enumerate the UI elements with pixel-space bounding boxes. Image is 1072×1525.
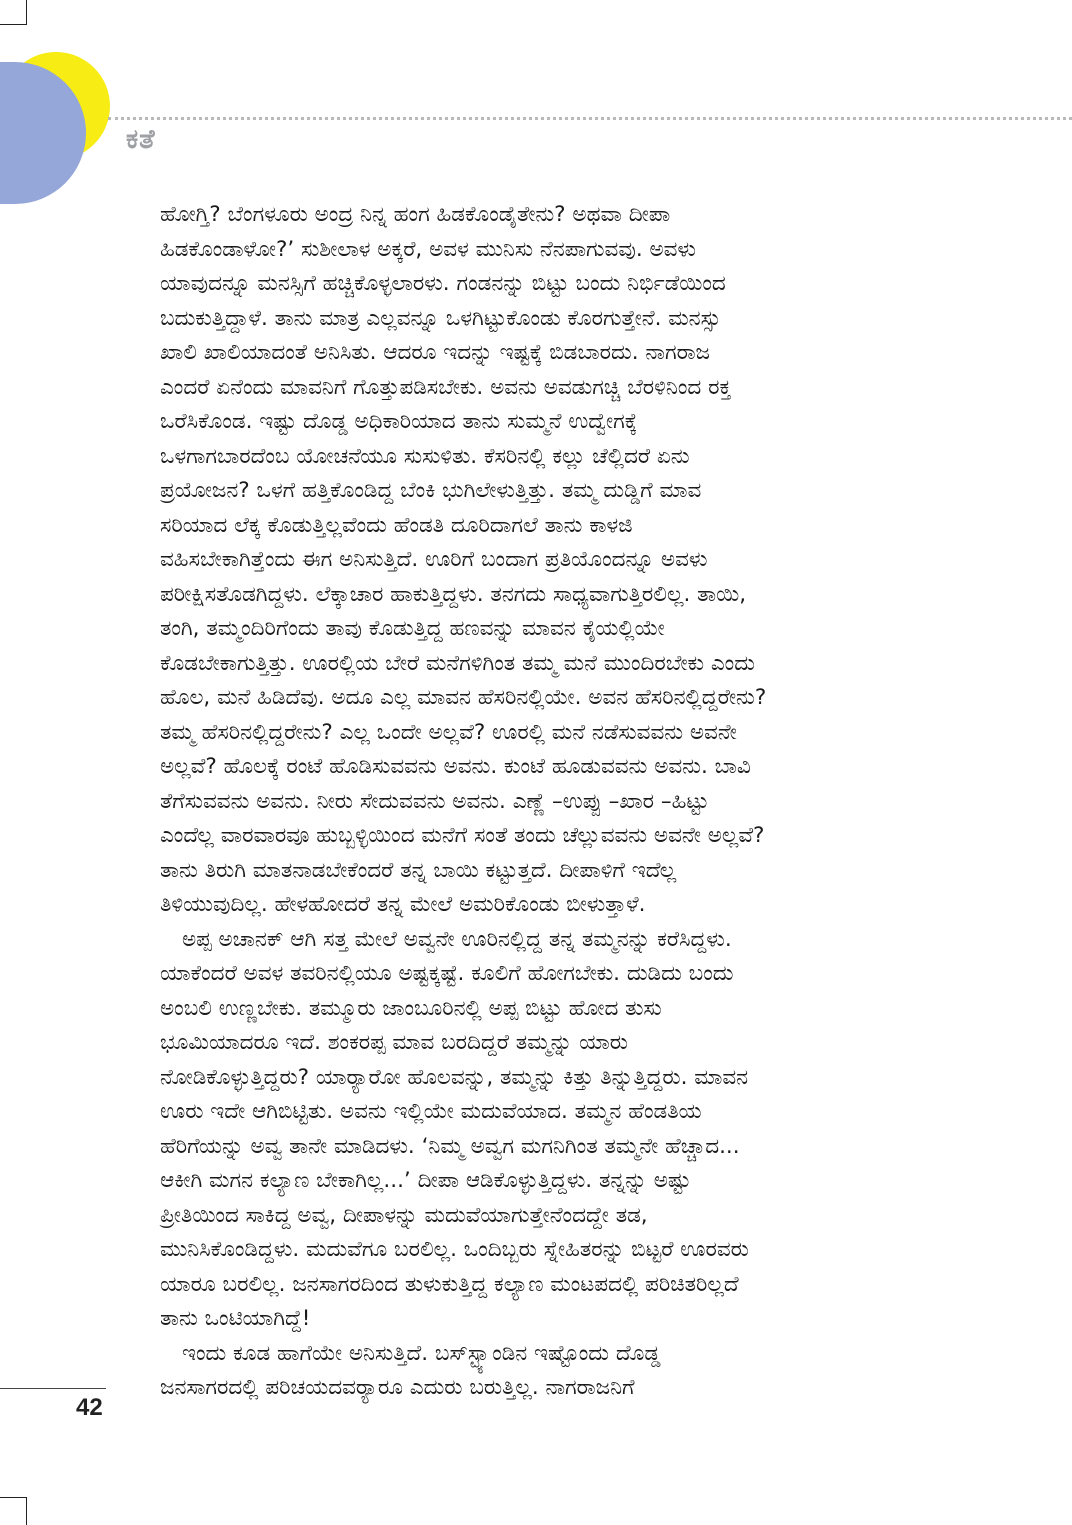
- story-text: [160, 198, 900, 1406]
- story-line: ಅಪ್ಪ ಅಚಾನಕ್ ಆಗಿ ಸತ್ತ ಮೇಲೆ ಅವ್ವನೇ ಊರಿನಲ್ಲಿದ್ದ ತನ್ನ ತಮ್ಮನನ್ನು ಕರೆಸಿದ್ದಳು.: [182, 926, 732, 952]
- story-line: ಯಾಕೆಂದರೆ ಅವಳ ತವರಿನಲ್ಲಿಯೂ ಅಷ್ಟಕ್ಕಷ್ಟೆ. ಕೂಲಿಗೆ ಹೋಗಬೇಕು. ದುಡಿದು ಬಂದು: [160, 961, 734, 986]
- story-line: ಒಳಗಾಗಬಾರದೆಂಬ ಯೋಚನೆಯೂ ಸುಸುಳಿತು. ಕೆಸರಿನಲ್ಲಿ ಕಲ್ಲು ಚೆಲ್ಲಿದರೆ ಏನು: [160, 443, 690, 469]
- story-line: ಮುನಿಸಿಕೊಂಡಿದ್ದಳು. ಮದುವೆಗೂ ಬರಲಿಲ್ಲ. ಒಂದಿಬ್ಬರು ಸ್ನೇಹಿತರನ್ನು ಬಿಟ್ಟರೆ ಊರವರು: [160, 1237, 749, 1262]
- story-line: ಇಂದು ಕೂಡ ಹಾಗೆಯೇ ಅನಿಸುತ್ತಿದೆ. ಬಸ್‌ಸ್ಟ್ಯಾಂಡಿನ ಇಷ್ಟೊಂದು ದೊಡ್ಡ: [182, 1340, 661, 1366]
- story-line: ತಂಗಿ, ತಮ್ಮಂದಿರಿಗೆಂದು ತಾವು ಕೊಡುತ್ತಿದ್ದ ಹಣವನ್ನು ಮಾವನ ಕೈಯಲ್ಲಿಯೇ: [160, 616, 665, 641]
- story-line: ಪರೀಕ್ಷಿಸತೊಡಗಿದ್ದಳು. ಲೆಕ್ಕಾಚಾರ ಹಾಕುತ್ತಿದ್ದಳು. ತನಗದು ಸಾಧ್ಯವಾಗುತ್ತಿರಲಿಲ್ಲ. ತಾಯಿ,: [160, 581, 747, 607]
- story-line: ಕೊಡಬೇಕಾಗುತ್ತಿತ್ತು. ಊರಲ್ಲಿಯ ಬೇರೆ ಮನೆಗಳಿಗಿಂತ ತಮ್ಮ ಮನೆ ಮುಂದಿರಬೇಕು ಎಂದು: [160, 650, 755, 676]
- story-line: ಯಾರೂ ಬರಲಿಲ್ಲ. ಜನಸಾಗರದಿಂದ ತುಳುಕುತ್ತಿದ್ದ ಕಲ್ಯಾಣ ಮಂಟಪದಲ್ಲಿ ಪರಿಚಿತರಿಲ್ಲದೆ: [160, 1271, 739, 1297]
- story-line: ಅಲ್ಲವೆ? ಹೊಲಕ್ಕೆ ರಂಟೆ ಹೊಡಿಸುವವನು ಅವನು. ಕುಂಟೆ ಹೂಡುವವನು ಅವನು. ಬಾವಿ: [160, 754, 751, 779]
- story-line: ಎಂದರೆ ಏನೆಂದು ಮಾವನಿಗೆ ಗೊತ್ತುಪಡಿಸಬೇಕು. ಅವನು ಅವಡುಗಚ್ಚಿ ಬೆರಳಿನಿಂದ ರಕ್ತ: [160, 374, 731, 400]
- story-line: ಹೋಗ್ತಿ? ಬೆಂಗಳೂರು ಅಂದ್ರ ನಿನ್ನ ಹಂಗ ಹಿಡಕೊಂಡೈತೇನು? ಅಥವಾ ದೀಪಾ: [160, 202, 671, 227]
- story-line: ಯಾವುದನ್ನೂ ಮನಸ್ಸಿಗೆ ಹಚ್ಚಿಕೊಳ್ಳಲಾರಳು. ಗಂಡನನ್ನು ಬಿಟ್ಟು ಬಂದು ನಿರ್ಭಿಡೆಯಿಂದ: [160, 271, 726, 296]
- story-line: ವಹಿಸಬೇಕಾಗಿತ್ತೆಂದು ಈಗ ಅನಿಸುತ್ತಿದೆ. ಊರಿಗೆ ಬಂದಾಗ ಪ್ರತಿಯೊಂದನ್ನೂ ಅವಳು: [160, 547, 708, 572]
- story-line: ಎಂದೆಲ್ಲ ವಾರವಾರವೂ ಹುಬ್ಬಳ್ಳಿಯಿಂದ ಮನೆಗೆ ಸಂತೆ ತಂದು ಚೆಲ್ಲುವವನು ಅವನೇ ಅಲ್ಲವೆ?: [160, 823, 765, 848]
- page-number: 42: [76, 1394, 103, 1421]
- header-dotted-rule: [108, 117, 1072, 120]
- story-line: ಹೊಲ, ಮನೆ ಹಿಡಿದೆವು. ಅದೂ ಎಲ್ಲ ಮಾವನ ಹೆಸರಿನಲ್ಲಿಯೇ. ಅವನ ಹೆಸರಿನಲ್ಲಿದ್ದರೇನು?: [160, 685, 767, 710]
- story-line: ಅಂಬಲಿ ಉಣ್ಣಬೇಕು. ತಮ್ಮೂರು ಜಾಂಬೂರಿನಲ್ಲಿ ಅಪ್ಪ ಬಿಟ್ಟು ಹೋದ ತುಸು: [160, 995, 662, 1021]
- story-line: ಹಿಡಕೊಂಡಾಳೋ?’ ಸುಶೀಲಾಳ ಅಕ್ಕರೆ, ಅವಳ ಮುನಿಸು ನೆನಪಾಗುವವು. ಅವಳು: [160, 236, 696, 262]
- story-line: ಪ್ರೀತಿಯಿಂದ ಸಾಕಿದ್ದ ಅವ್ವ, ದೀಪಾಳನ್ನು ಮದುವೆಯಾಗುತ್ತೇನೆಂದದ್ದೇ ತಡ,: [160, 1202, 648, 1228]
- crop-mark-top-left-horizontal: [0, 24, 27, 25]
- story-line: ತಿಳಿಯುವುದಿಲ್ಲ. ಹೇಳಹೋದರೆ ತನ್ನ ಮೇಲೆ ಅಮರಿಕೊಂಡು ಬೀಳುತ್ತಾಳೆ.: [160, 892, 646, 917]
- story-line: ಆಕೀಗಿ ಮಗನ ಕಲ್ಯಾಣ ಬೇಕಾಗಿಲ್ಲ...’ ದೀಪಾ ಆಡಿಕೊಳ್ಳುತ್ತಿದ್ದಳು. ತನ್ನನ್ನು ಅಷ್ಟು: [160, 1168, 691, 1193]
- story-line: ತಾನು ತಿರುಗಿ ಮಾತನಾಡಬೇಕೆಂದರೆ ತನ್ನ ಬಾಯಿ ಕಟ್ಟುತ್ತದೆ. ದೀಪಾಳಿಗೆ ಇದೆಲ್ಲ: [160, 857, 677, 883]
- crop-mark-bottom-left-vertical: [26, 1497, 27, 1525]
- section-title: ಕತೆ: [126, 124, 156, 155]
- story-line: ತೆಗೆಸುವವನು ಅವನು. ನೀರು ಸೇದುವವನು ಅವನು. ಎಣ್ಣೆ –ಉಪ್ಪು –ಖಾರ –ಹಿಟ್ಟು: [160, 788, 709, 814]
- crop-mark-bottom-left-horizontal: [0, 1497, 27, 1498]
- story-line: ಊರು ಇದೇ ಆಗಿಬಿಟ್ಟಿತು. ಅವನು ಇಲ್ಲಿಯೇ ಮದುವೆಯಾದ. ತಮ್ಮನ ಹೆಂಡತಿಯ: [160, 1099, 702, 1124]
- story-line: ಒರೆಸಿಕೊಂಡ. ಇಷ್ಟು ದೊಡ್ಡ ಅಧಿಕಾರಿಯಾದ ತಾನು ಸುಮ್ಮನೆ ಉದ್ವೇಗಕ್ಕೆ: [160, 409, 638, 434]
- story-line: ಜನಸಾಗರದಲ್ಲಿ ಪರಿಚಯದವರ್‍ಯಾರೂ ಎದುರು ಬರುತ್ತಿಲ್ಲ. ನಾಗರಾಜನಿಗೆ: [160, 1375, 635, 1400]
- story-line: ಭೂಮಿಯಾದರೂ ಇದೆ. ಶಂಕರಪ್ಪ ಮಾವ ಬರದಿದ್ದರೆ ತಮ್ಮನ್ನು ಯಾರು: [160, 1030, 628, 1055]
- story-line: ತಾನು ಒಂಟಿಯಾಗಿದ್ದೆ!: [160, 1306, 311, 1331]
- story-line: ಪ್ರಯೋಜನ? ಒಳಗೆ ಹತ್ತಿಕೊಂಡಿದ್ದ ಬೆಂಕಿ ಭುಗಿಲೇಳುತ್ತಿತ್ತು. ತಮ್ಮ ದುಡ್ಡಿಗೆ ಮಾವ: [160, 478, 702, 503]
- story-line: ಸರಿಯಾದ ಲೆಕ್ಕ ಕೊಡುತ್ತಿಲ್ಲವೆಂದು ಹೆಂಡತಿ ದೂರಿದಾಗಲೆ ತಾನು ಕಾಳಜಿ: [160, 512, 633, 538]
- story-line: ಖಾಲಿ ಖಾಲಿಯಾದಂತೆ ಅನಿಸಿತು. ಆದರೂ ಇದನ್ನು ಇಷ್ಟಕ್ಕೆ ಬಿಡಬಾರದು. ನಾಗರಾಜ: [160, 340, 710, 365]
- story-line: ನೋಡಿಕೊಳ್ಳುತ್ತಿದ್ದರು? ಯಾರ್‍ಯಾರೋ ಹೊಲವನ್ನು, ತಮ್ಮನ್ನು ಕಿತ್ತು ತಿನ್ನುತ್ತಿದ್ದರು. ಮಾವನ: [160, 1064, 749, 1090]
- crop-mark-top-left-vertical: [26, 0, 27, 24]
- story-line: ಹೆರಿಗೆಯನ್ನು ಅವ್ವ ತಾನೇ ಮಾಡಿದಳು. ‘ನಿಮ್ಮ ಅವ್ವಗ ಮಗನಿಗಿಂತ ತಮ್ಮನೇ ಹೆಚ್ಚಾದ...: [160, 1133, 740, 1159]
- story-line: ತಮ್ಮ ಹೆಸರಿನಲ್ಲಿದ್ದರೇನು? ಎಲ್ಲ ಒಂದೇ ಅಲ್ಲವೆ? ಊರಲ್ಲಿ ಮನೆ ನಡೆಸುವವನು ಅವನೇ: [160, 719, 737, 745]
- story-line: ಬದುಕುತ್ತಿದ್ದಾಳೆ. ತಾನು ಮಾತ್ರ ಎಲ್ಲವನ್ನೂ ಒಳಗಿಟ್ಟುಕೊಂಡು ಕೊರಗುತ್ತೇನೆ. ಮನಸ್ಸು: [160, 305, 721, 331]
- page-number-rule: [0, 1388, 106, 1389]
